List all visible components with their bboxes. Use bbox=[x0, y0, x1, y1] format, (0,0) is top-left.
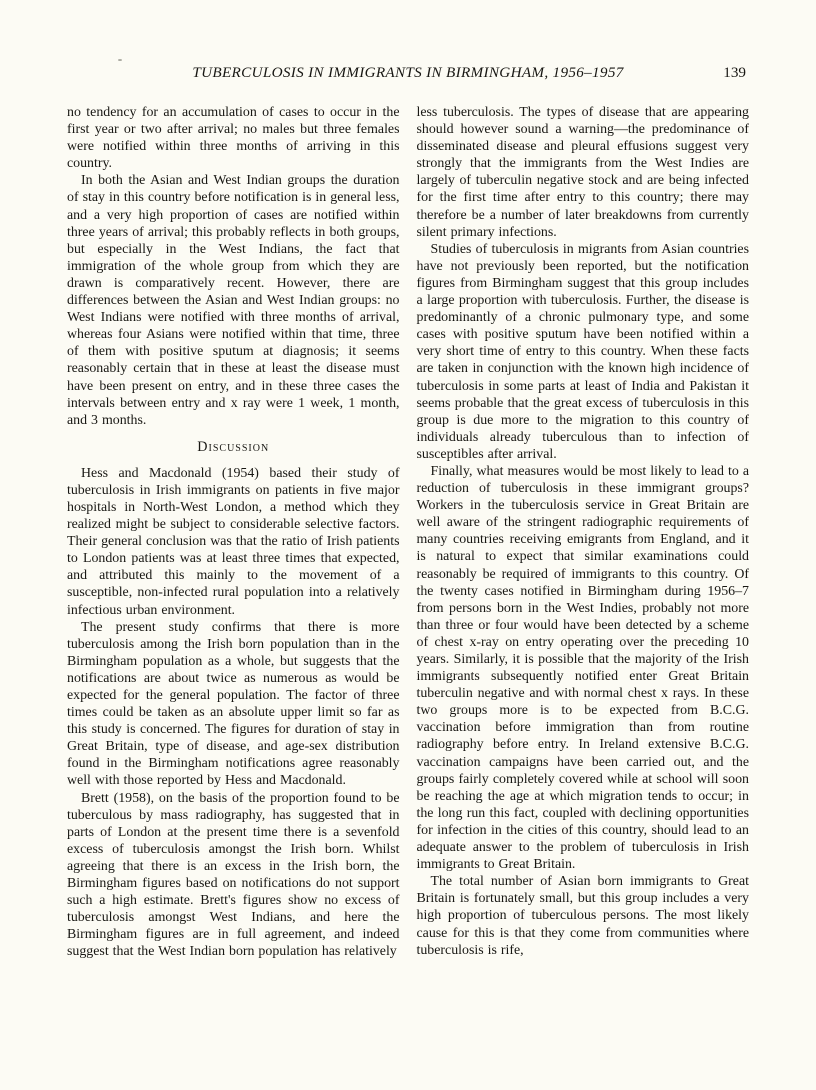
paragraph: The present study confirms that there is more tuberculosis among the Irish born population than in the Birmingham population as a whole, but suggests that the notifications are about twice as numerous as would be expected for the general population. The factor of three times could be taken as an absolute upper limit so far as this study is concerned. The figures for duration of stay in Great Britain, type of disease, and age-sex distribution found in the Birmingham notifications agree reasonably well with those reported by Hess and Macdonald. bbox=[67, 619, 400, 789]
paragraph: Hess and Macdonald (1954) based their study of tuberculosis in Irish immigrants on patients in five major hospitals in North-West London, a method which they realized might be subject to considerable selective factors. Their general conclusion was that the ratio of Irish patients to London patients was at least three times that expected, and attributed this mainly to the movement of a susceptible, non-infected rural population into a relatively infectious urban environment. bbox=[67, 465, 400, 618]
right-column bbox=[417, 104, 750, 961]
paragraph: no tendency for an accumulation of cases to occur in the first year or two after arrival; no males but three females were notified within three months of arriving in this country. bbox=[67, 105, 400, 172]
two-column-body bbox=[0, 100, 816, 961]
paragraph: Finally, what measures would be most likely to lead to a reduction of tuberculosis in these immigrant groups? Workers in the tuberculosis service in Great Britain are well aware of the stringent radiographic requirements of many countries receiving emigrants from England, and it is natural to expect that similar examinations could reasonably be required of immigrants to this country. Of the twenty cases notified in Birmingham during 1956–7 from persons born in the West Indies, probably not more than three or four would have been detected by a scheme of chest x-ray on entry operating over the preceding 10 years. Similarly, it is possible that the majority of the Irish immigrants subsequently notified enter Great Britain tuberculin negative and with normal chest x rays. In these two groups more is to be expected from B.C.G. vaccination before immigration than from routine radiography before entry. In Ireland extensive B.C.G. vaccination campaigns have been carried out, and the groups fairly completely covered while at school will soon be reaching the age at which migration tends to occur; in the long run this fact, coupled with declining opportunities for infection in the cities of this country, should lead to an adequate answer to the problem of tuberculosis in Irish immigrants to Great Britain. bbox=[416, 463, 749, 873]
scan-artifact-mark bbox=[118, 59, 122, 61]
paragraph: The total number of Asian born immigrants to Great Britain is fortunately small, but this group includes a very high proportion of tuberculous persons. The most likely cause for this is that they come from communities where tuberculosis is rife, bbox=[416, 874, 749, 958]
page-header-title: TUBERCULOSIS IN IMMIGRANTS IN BIRMINGHAM, 1956–1957 bbox=[192, 64, 624, 81]
page-number: 139 bbox=[723, 64, 746, 81]
paragraph: Brett (1958), on the basis of the proportion found to be tuberculous by mass radiography, has suggested that in parts of London at the present time there is a sevenfold excess of tuberculosis amongst the Irish born. Whilst agreeing that there is an excess in the Irish born, the Birmingham figures based on notifications do not support such a high estimate. Brett's figures show no excess of tuberculosis amongst West Indians, and here the Birmingham figures are in full agreement, and indeed suggest that the West Indian born population has relatively bbox=[67, 790, 400, 960]
left-column bbox=[67, 104, 400, 961]
discussion-section-heading: Discussion bbox=[197, 438, 270, 455]
paragraph: In both the Asian and West Indian groups the duration of stay in this country before notification is in general less, and a very high proportion of cases are notified within three years of arrival; this probably reflects in both groups, but especially in the West Indians, the fact that immigration of the whole group from which they are drawn is comparatively recent. However, there are differences between the Asian and West Indian groups: no West Indians were notified with three months of arrival, whereas four Asians were notified within that time, three of them with positive sputum at diagnosis; it seems reasonably certain that in these at least the disease must have been present on entry, and in these three cases the intervals between entry and x ray were 1 week, 1 month, and 3 months. bbox=[67, 173, 400, 428]
paragraph: Studies of tuberculosis in migrants from Asian countries have not previously been reported, but the notification figures from Birmingham suggest that this group includes a large proportion with tuberculosis. Further, the disease is predominantly of a chronic pulmonary type, and some cases with positive sputum have been notified within a very short time of entry to this country. When these facts are taken in conjunction with the known high incidence of tuberculosis in some parts at least of India and Pakistan it seems probable that the great excess of tuberculosis in this group is due more to the migration to this country of individuals already tuberculous than to infection of susceptibles after arrival. bbox=[416, 241, 749, 462]
running-header bbox=[68, 64, 748, 84]
paragraph: less tuberculosis. The types of disease that are appearing should however sound a warning—the predominance of disseminated disease and pleural effusions suggest very strongly that the immigrants from the West Indies are largely of tuberculin negative stock and are being infected for the first time after entry to this country; there may therefore be a number of later breakdowns from currently silent primary infections. bbox=[416, 105, 749, 240]
